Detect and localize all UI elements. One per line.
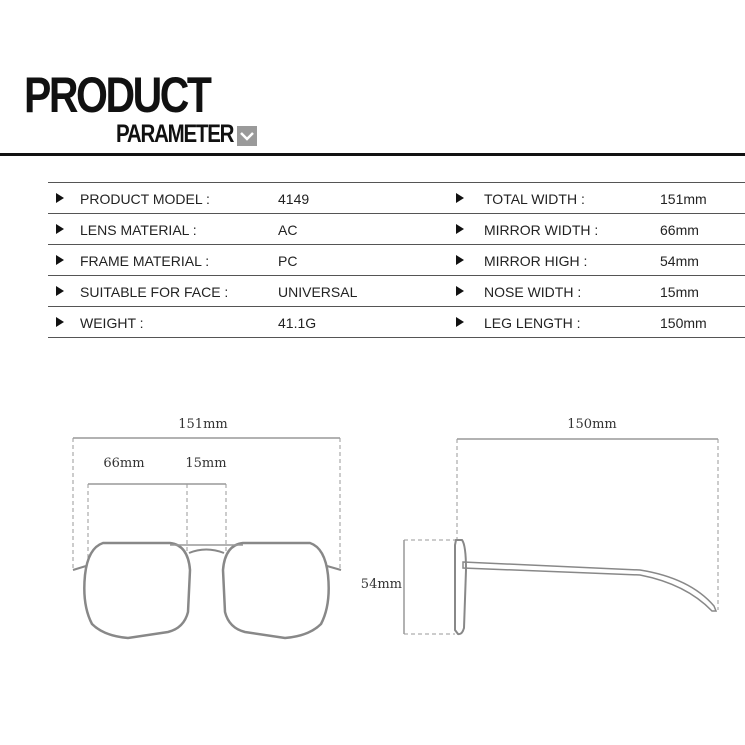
spec-label: SUITABLE FOR FACE : — [80, 284, 229, 300]
spec-label: PRODUCT MODEL : — [80, 191, 210, 207]
left-lens-frame — [84, 543, 190, 638]
spec-label: WEIGHT : — [80, 315, 144, 331]
spec-value: 150mm — [660, 315, 707, 331]
nose-bridge — [189, 550, 224, 554]
left-hinge — [73, 566, 86, 570]
spec-value: PC — [278, 253, 298, 269]
spec-label: FRAME MATERIAL : — [80, 253, 210, 269]
spec-label: NOSE WIDTH : — [484, 284, 582, 300]
right-hinge — [327, 566, 341, 570]
spec-label: MIRROR WIDTH : — [484, 222, 599, 238]
spec-value: 41.1G — [278, 315, 317, 331]
page-subtitle: PARAMETER — [116, 120, 234, 148]
spec-value: 54mm — [660, 253, 699, 269]
leg-length-label: 150mm — [567, 417, 617, 432]
temple-arm — [463, 562, 716, 611]
spec-label: LEG LENGTH : — [484, 315, 581, 331]
front-view — [73, 417, 341, 638]
spec-label: LENS MATERIAL : — [80, 222, 197, 238]
spec-value: 151mm — [660, 191, 707, 207]
spec-label: TOTAL WIDTH : — [484, 191, 585, 207]
spec-value: UNIVERSAL — [278, 284, 358, 300]
spec-label: MIRROR HIGH : — [484, 253, 588, 269]
spec-value: AC — [278, 222, 298, 238]
page-title: PRODUCT — [24, 67, 210, 123]
spec-value: 66mm — [660, 222, 699, 238]
lens-side-frame — [455, 540, 466, 634]
nose-width-label: 15mm — [185, 456, 227, 471]
spec-value: 15mm — [660, 284, 699, 300]
spec-value: 4149 — [278, 191, 310, 207]
side-view — [361, 417, 718, 634]
lens-height-label: 54mm — [360, 577, 402, 592]
right-lens-frame — [223, 543, 329, 638]
total-width-label: 151mm — [178, 417, 228, 432]
lens-width-label: 66mm — [103, 456, 145, 471]
